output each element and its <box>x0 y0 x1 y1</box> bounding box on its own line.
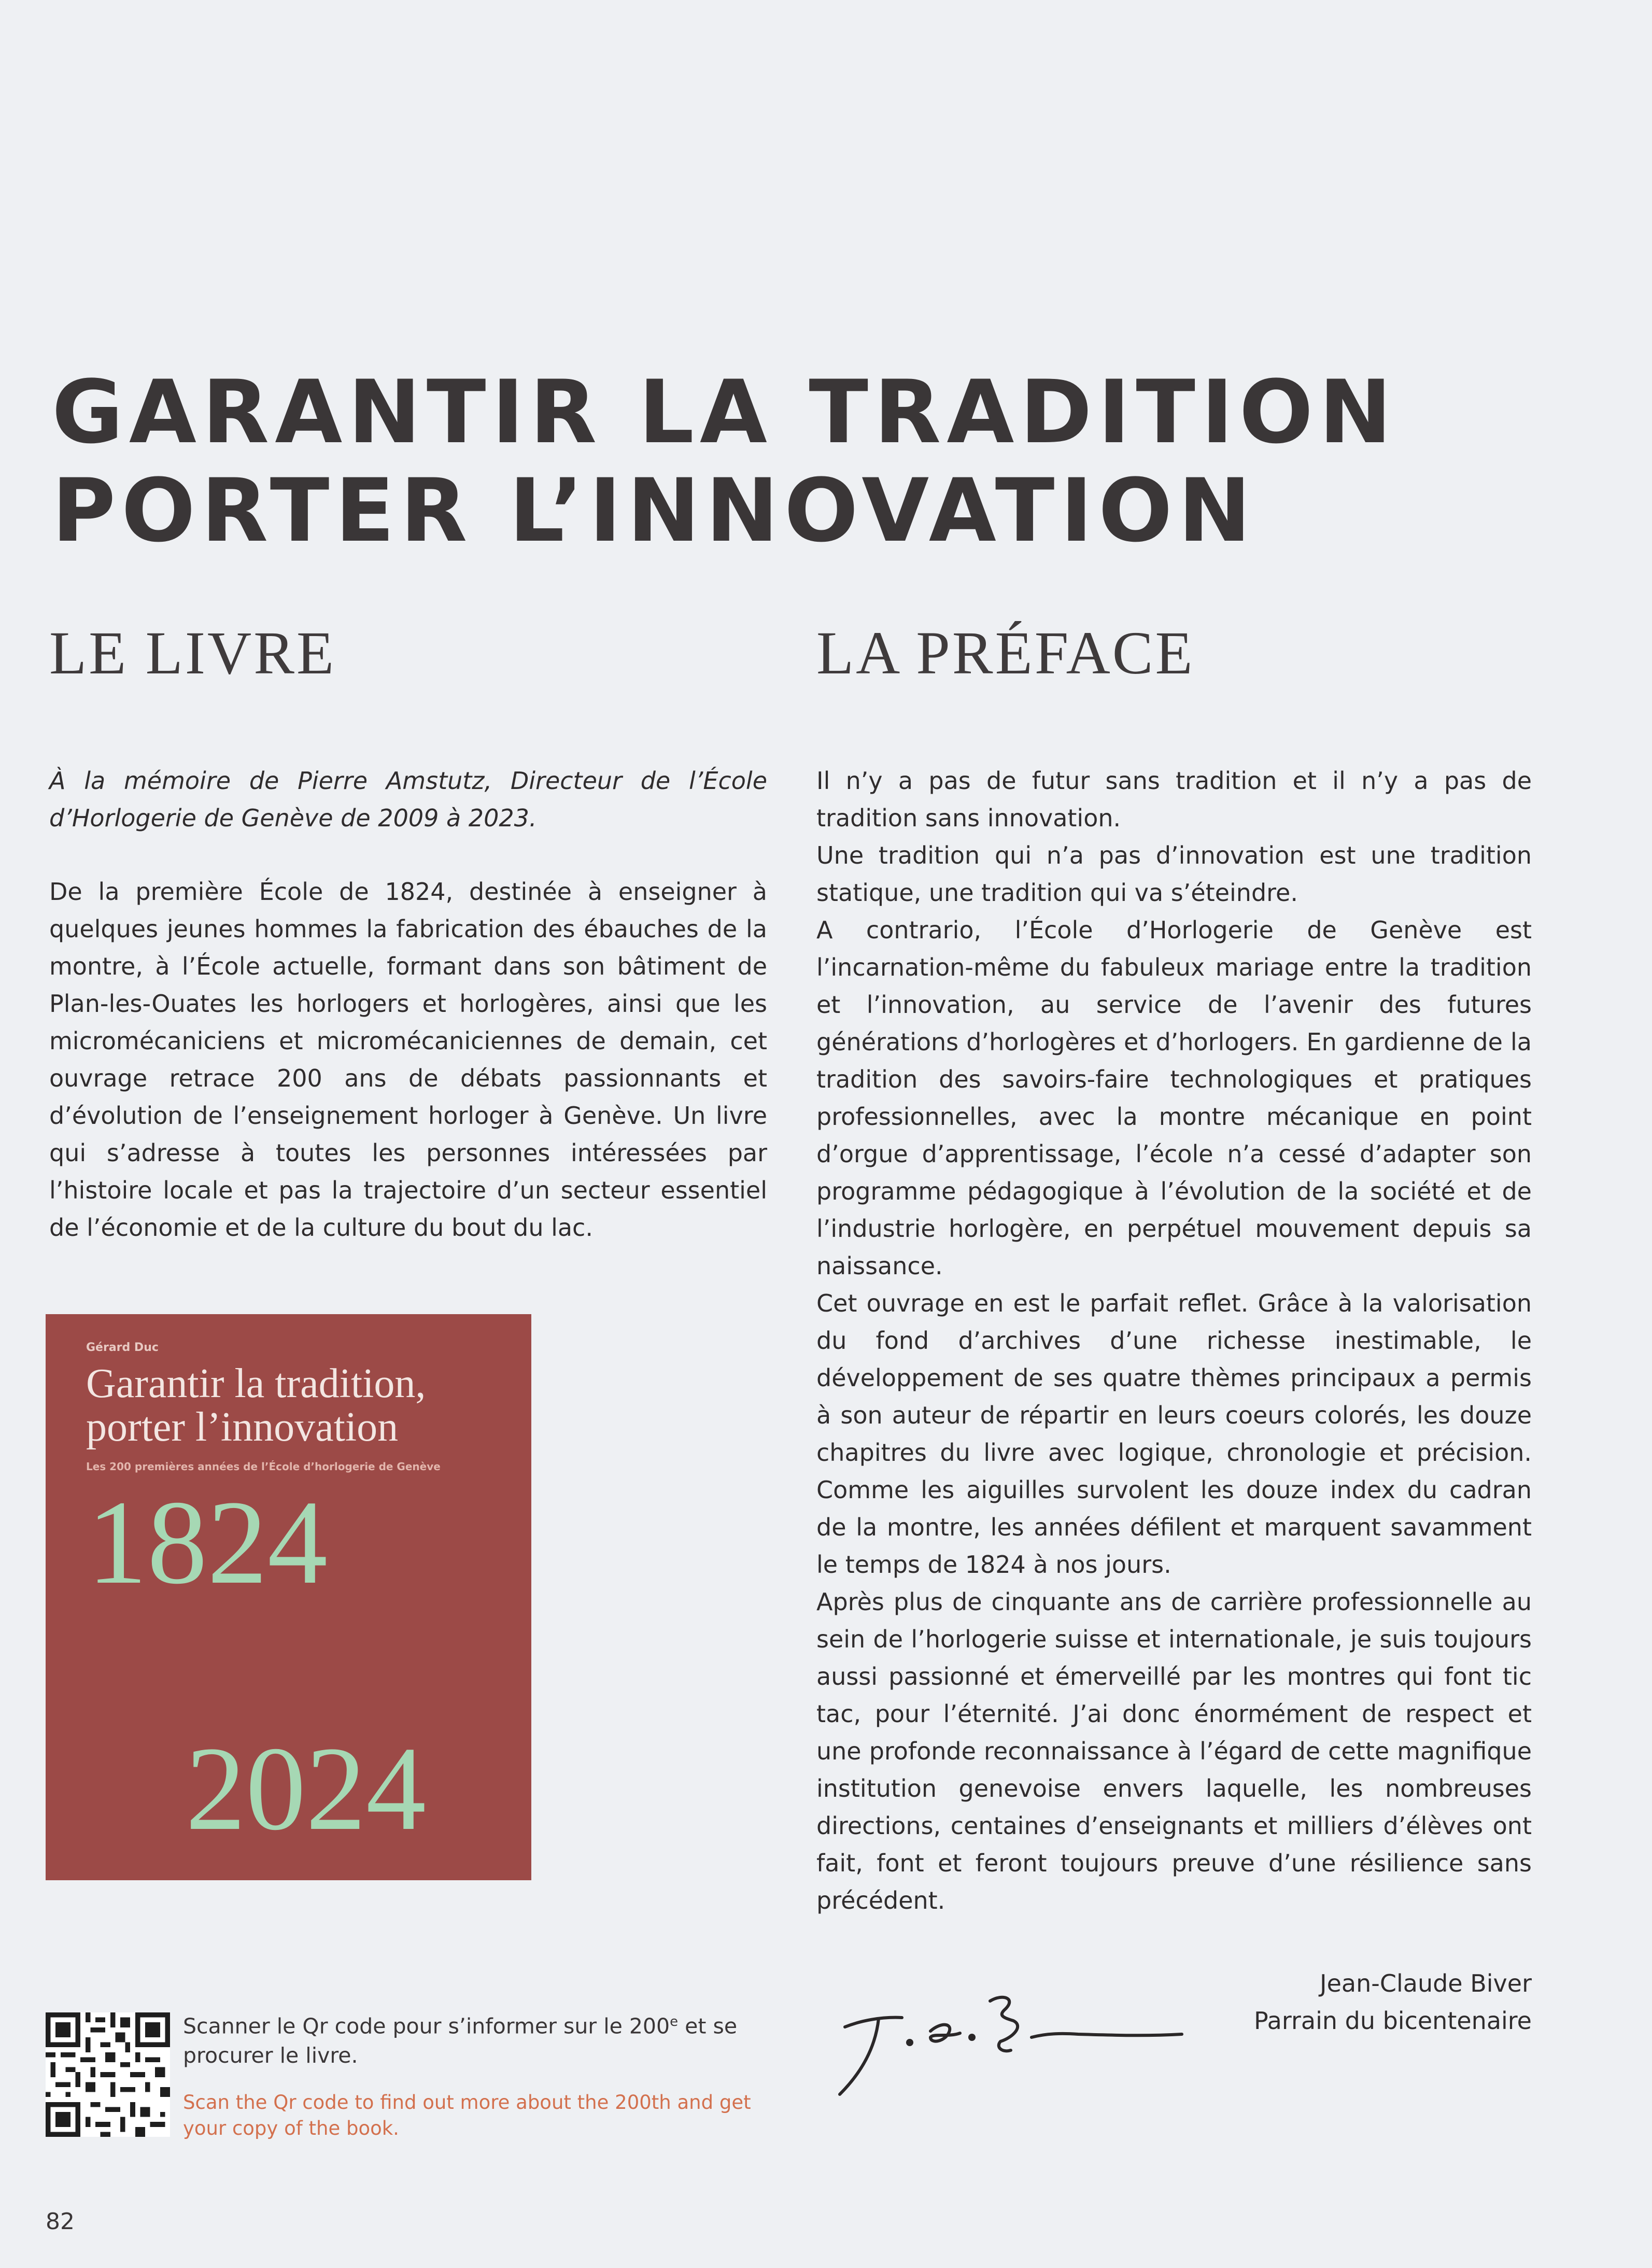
cover-title-line-2: porter l’innovation <box>86 1404 399 1450</box>
qr-instructions <box>183 2007 769 2142</box>
preface-paragraph: A contrario, l’École d’Horlogerie de Genève est l’incarnation-même du fabuleux mariage entre la tradition et l’innovation, au service de l’avenir des futures générations d’horlogères et d’horlogers. En gardienne de la tradition des savoirs-faire technologiques et pratiques professionnelles, avec la montre mécanique en point d’orgue d’apprentissage, l’école n’a cessé d’adapter son programme pédagogique à l’évolution de la société et de l’industrie horlogère, en perpétuel mouvement depuis sa naissance. <box>816 916 1532 1280</box>
preface-paragraph: Après plus de cinquante ans de carrière professionnelle au sein de l’horlogerie suisse et internationale, je suis toujours aussi passionné et émerveillé par les montres qui font tic tac, pour l’éternité. J’ai donc énormément de respect et une profonde reconnaissance à l’égard de cette magnifique institution genevoise envers laquelle, les nombreuses directions, centaines d’enseignants et milliers d’élèves ont fait, font et feront toujours preuve d’une résilience sans précédent. <box>816 1588 1532 1914</box>
signatory-role: Parrain du bicentenaire <box>1254 2007 1532 2035</box>
cover-year-start: 1824 <box>87 1476 328 1609</box>
cover-subtitle: Les 200 premières années de l’École d’horlogerie de Genève <box>86 1460 441 1473</box>
signatory-block <box>1140 1965 1532 2039</box>
page-title <box>52 363 1451 560</box>
qr-text-french: Scanner le Qr code pour s’informer sur le 200e et se procurer le livre. <box>183 2013 738 2068</box>
preface-paragraph: Cet ouvrage en est le parfait reflet. Grâce à la valorisation du fond d’archives d’une richesse inestimable, le développement de ses quatre thèmes principaux a permis à son auteur de répartir en leurs coeurs colorés, les douze chapitres du livre avec logique, chronologie et précision. Comme les aiguilles survolent les douze index du cadran de la montre, les années défilent et marquent savamment le temps de 1824 à nos jours. <box>816 1289 1532 1579</box>
heading-le-livre: LE LIVRE <box>49 619 336 687</box>
livre-body-text: De la première École de 1824, destinée à enseigner à quelques jeunes hommes la fabrication des ébauches de la montre, à l’École actuelle, formant dans son bâtiment de Plan-les-Ouates les horlogers et horlogères, ainsi que les micromécaniciens et micromécaniciennes de demain, cet ouvrage retrace 200 ans de débats passionnants et d’évolution de l’enseignement horloger à Genève. Un livre qui s’adresse à toutes les personnes intéressées par l’histoire locale et pas la trajectoire d’un secteur essentiel de l’économie et de la culture du bout du lac. <box>49 878 767 1242</box>
cover-year-end: 2024 <box>186 1722 426 1855</box>
signatory-name: Jean-Claude Biver <box>1320 1969 1532 1997</box>
preface-paragraph: Il n’y a pas de futur sans tradition et il n’y a pas de tradition sans innovation. <box>816 767 1532 832</box>
dedication-text: À la mémoire de Pierre Amstutz, Directeur de l’École d’Horlogerie de Genève de 2009 à 2023. <box>49 767 767 832</box>
qr-text-english: Scan the Qr code to find out more about the 200th and get your copy of the book. <box>183 2091 751 2139</box>
qr-code-icon[interactable] <box>46 2012 170 2137</box>
cover-title-line-1: Garantir la tradition, <box>86 1361 426 1406</box>
book-cover <box>46 1314 531 1880</box>
preface-paragraph: Une tradition qui n’a pas d’innovation est une tradition statique, une tradition qui va s’éteindre. <box>816 841 1532 907</box>
cover-author: Gérard Duc <box>86 1341 159 1354</box>
cover-title <box>86 1362 516 1449</box>
title-line-1: GARANTIR LA TRADITION <box>52 361 1397 463</box>
heading-la-preface: LA PRÉFACE <box>816 619 1195 687</box>
livre-column <box>49 762 767 1246</box>
preface-column <box>816 762 1532 1919</box>
page-number: 82 <box>46 2208 75 2235</box>
title-line-2: PORTER L’INNOVATION <box>52 460 1257 561</box>
